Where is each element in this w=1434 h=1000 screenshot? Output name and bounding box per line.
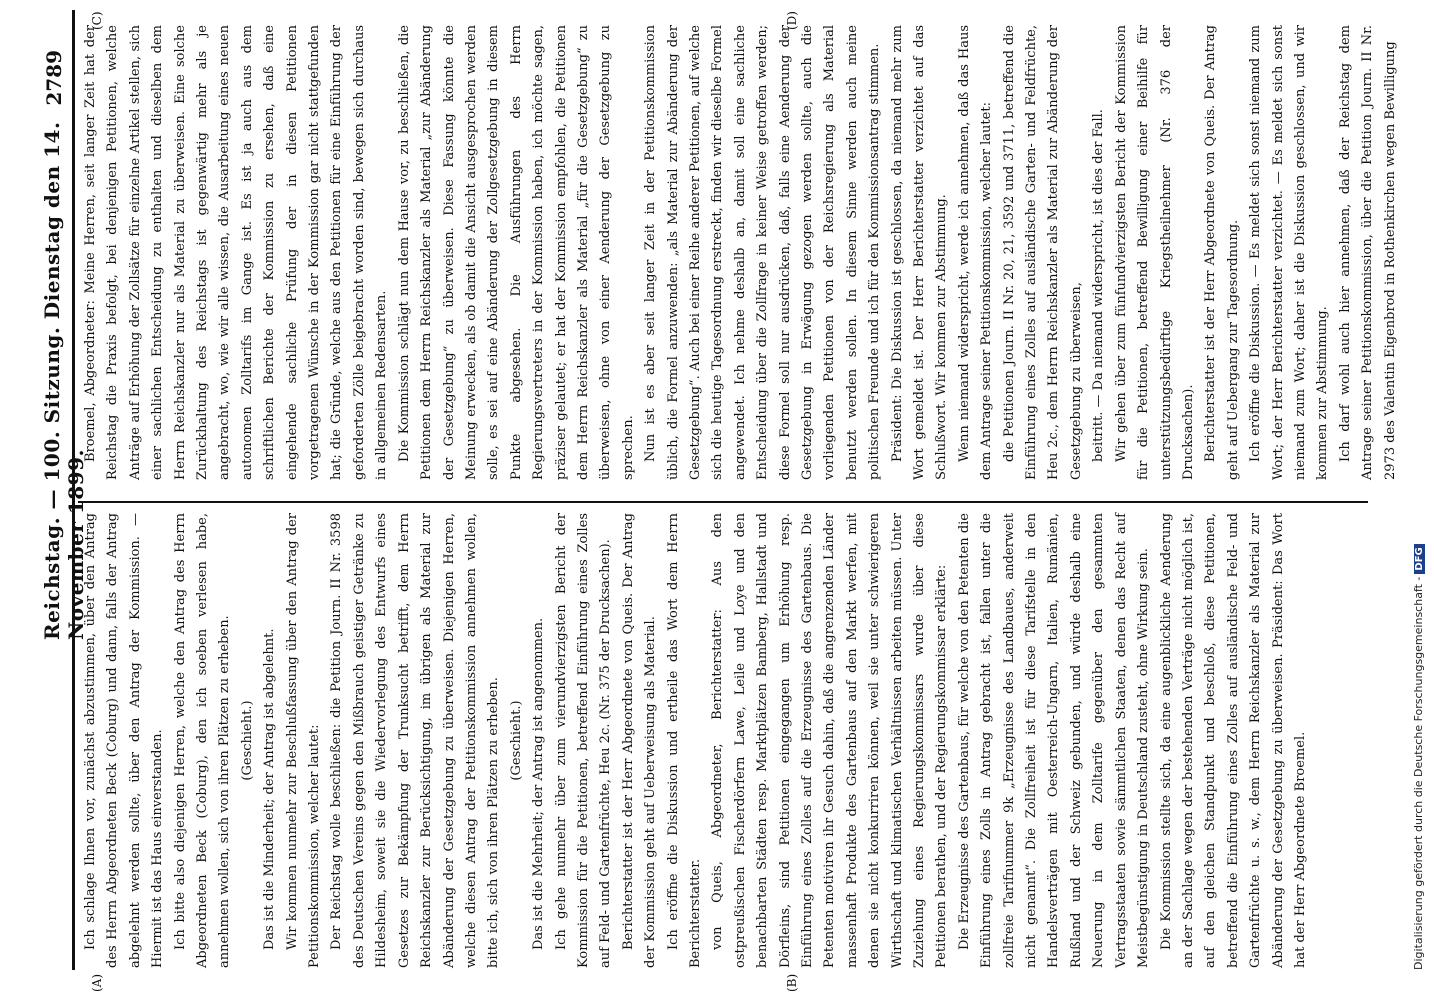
- page-header: [38, 20, 88, 970]
- paragraph: Ich eröffne die Diskussion und ertheile das Wort dem Herrn Berichterstatter.: [665, 513, 703, 968]
- paragraph: Wir kommen nunmehr zur Beschlußfassung über den Antrag der Petitionskommission, welcher lautet:: [284, 513, 323, 968]
- interjection: (Geschieht.): [239, 700, 255, 781]
- paragraph: Broemel, Abgeordneter: Meine Herren, seit langer Zeit hat der Reichstag die Praxis befolgt, bei denjenigen Petitionen, welche Anträge auf Erhöhung der Zollsätze für einzelne Artikel stellen, sich einer sachlichen Entscheidung zu enthalten und dieselben dem Herrn Reichskanzler nur als Material zu überweisen. Eine solche Zurückhaltung des Reichstags ist gegenwärtig mehr als je angebracht, wo, wie wir alle wissen, die Ausarbeitung eines neuen autonomen Zolltarifs im Gange ist. Es ist ja auch aus dem schriftlichen Berichte der Kommission zu ersehen, daß eine eingehende sachliche Prüfung der in diesen Petitionen vorgetragenen Wünsche in der Kommission gar nicht stattgefunden hat; die Gründe, welche aus den Petitionen für eine Einführung der geforderten Zölle beigebracht worden sind, bewegen sich durchaus in allgemeinen Redensarten.: [83, 25, 390, 480]
- paragraph: Der Reichstag wolle beschließen: die Petition Journ. II Nr. 3598 des Deutschen Vereins gegen den Mißbrauch geistiger Getränke zu Hildesheim, soweit sie die Wiedervorlegung des Entwurfs eines Gesetzes zur Bekämpfung der Trunksucht betrifft, dem Herrn Reichskanzler zur Berücksichtigung, im übrigen als Material zur Abänderung der Gesetzgebung zu überweisen. Diejenigen Herren, welche diesen Antrag der Petitionskommission annehmen wollen, bitte ich, sich von ihren Plätzen zu erheben.: [329, 513, 502, 968]
- margin-marker-d: (D): [785, 11, 799, 30]
- paragraph: Die Kommission stellte sich, da eine augenblickliche Aenderung an der Sachlage wegen der bestehenden Verträge nicht möglich ist, auf den gleichen Standpunkt und beschloß, diese Petitionen, betreffend die Einführung eines Zolles auf ausländische Feld- und Gartenfrüchte u. s. w., dem Herrn Reichskanzler als Material zur Abänderung der Gesetzgebung zu überweisen. Präsident: Das Wort hat der Herr Abgeordnete Broemel.: [1158, 513, 1308, 968]
- margin-marker-c: (C): [90, 11, 104, 30]
- interjection: (Geschieht.): [508, 700, 524, 781]
- paragraph: Ich gehe nunmehr über zum vierundvierzigsten Bericht der Kommission für die Petitionen, betreffend Einführung eines Zolles auf Feld- und Gartenfrüchte, Heu 2c. (Nr. 375 der Drucksachen).: [553, 513, 614, 968]
- paragraph: Berichterstatter ist der Herr Abgeordnete von Queis. Der Antrag geht auf Uebergang zur Tagesordnung.: [1203, 25, 1241, 480]
- paragraph: Ich schlage Ihnen vor, zunächst abzustimmen, über den Antrag des Herrn Abgeordneten Beck (Coburg) und dann, falls der Antrag abgelehnt werden sollte, über den Antrag der Kommission. — Hiermit ist das Haus einverstanden.: [83, 513, 166, 968]
- right-column: [80, 25, 1402, 480]
- paragraph: Das ist die Mehrheit; der Antrag ist angenommen.: [531, 617, 547, 950]
- digitization-credit: [1412, 544, 1425, 970]
- paragraph: Berichterstatter ist der Herr Abgeordnete von Queis. Der Antrag der Kommission geht auf Ueberweisung als Material.: [620, 513, 659, 968]
- paragraph: Die Erzeugnisse des Gartenbaus, für welche von den Petenten die Einführung eines Zolls in Antrag gebracht ist, fallen unter die zollfreie Tarifnummer 9k „Erzeugnisse des Landbaues, anderweit nicht genannt“. Die Zollfreiheit ist für diese Tarifstelle in den Handelsverträgen mit Oesterreich-Ungarn, Italien, Rumänien, Rußland und der Schweiz gebunden, und würde deshalb eine Neuerung in dem Zolltarife gegenüber den gesammten Vertragsstaaten sowie sämmtlichen Staaten, denen das Recht auf Meistbegünstigung in Deutschland zusteht, ohne Wirkung sein.: [956, 513, 1152, 968]
- dfg-logo: DFG: [1414, 544, 1425, 573]
- column-divider: [78, 501, 1368, 503]
- paragraph: Ich eröffne die Diskussion. — Es meldet sich sonst niemand zum Wort; der Herr Berichterstatter verzichtet. — Es meldet sich sonst niemand zum Wort; daher ist die Diskussion geschlossen, und wir kommen zur Abstimmung.: [1248, 25, 1331, 480]
- paragraph: Wir gehen über zum fünfundvierzigsten Bericht der Kommission für die Petitionen, betreffend Bewilligung einer Beihilfe für unterstützungsbedürftige Kriegstheilnehmer (Nr. 376 der Drucksachen).: [1113, 25, 1196, 480]
- page-number: 2789: [42, 50, 66, 106]
- margin-marker-b: (B): [785, 973, 799, 992]
- paragraph: von Queis, Abgeordneter, Berichterstatter: Aus den ostpreußischen Fischerdörfern Lawe, Leile und Loye und den benachbarten Städten resp. Marktplätzen Bamberg, Hallstadt und Dörfleins, sind Petitionen eingegangen um Erhöhung resp. Einführung eines Zolles auf die Erzeugnisse des Gartenbaus. Die Petenten motiviren ihr Gesuch dahin, daß die angrenzenden Länder massenhaft Produkte des Gartenbaus auf den Markt werfen, mit denen sie nicht konkurriren können, weil sie unter schwierigeren Wirthschaft und klimatischen Verhältnissen arbeiten müssen. Unter Zuziehung eines Regierungskommissars wurde über diese Petitionen berathen, und der Regierungskommissar erklärte:: [710, 513, 950, 968]
- paragraph: beitritt. — Da niemand widerspricht, ist dies der Fall.: [1091, 109, 1107, 462]
- paragraph: Nun ist es aber seit langer Zeit in der Petitionskommission üblich, die Formel anzuwenden: „als Material zur Abänderung der Gesetzgebung“. Auch bei einer Reihe anderer Petitionen, auf welche sich die heutige Tagesordnung erstreckt, finden wir dieselbe Formel angewendet. Ich nehme deshalb an, damit soll eine sachliche Entscheidung über die Zollfrage in keiner Weise getroffen werden; diese Formel soll nur ausdrücken, daß, falls eine Aenderung der Gesetzgebung in Erwägung gezogen werden sollte, auch die vorliegenden Petitionen von der Reichsregierung als Material benutzt werden sollen. In diesem Sinne werden auch meine politischen Freunde und ich für den Kommissionsantrag stimmen.: [643, 25, 883, 480]
- paragraph: Präsident: Die Diskussion ist geschlossen, da niemand mehr zum Wort gemeldet ist. Der Herr Berichterstatter verzichtet auf das Schlußwort. Wir kommen zur Abstimmung.: [889, 25, 950, 480]
- left-column: [80, 513, 1312, 968]
- header-rule: [72, 10, 75, 970]
- paragraph: Wenn niemand widerspricht, werde ich annehmen, daß das Haus dem Antrage seiner Petitionskommission, welcher lautet:: [956, 25, 995, 480]
- margin-marker-a: (A): [90, 973, 104, 992]
- paragraph: Das ist die Minderheit; der Antrag ist abgelehnt.: [262, 628, 278, 950]
- paragraph: Die Kommission schlägt nun dem Hause vor, zu beschließen, die Petitionen dem Herrn Reichskanzler als Material „zur Abänderung der Gesetzgebung“ zu überweisen. Diese Fassung könnte die Meinung erwecken, als ob damit die Ansicht ausgesprochen werden solle, es sei auf eine Abänderung der Zollgesetzgebung in diesem Punkte abgesehen. Die Ausführungen des Herrn Regierungsvertreters in der Kommission haben, ich möchte sagen, präziser gelautet; er hat der Kommission empfohlen, die Petitionen dem Herrn Reichskanzler als Material „für die Gesetzgebung“ zu überweisen, ohne von einer Aenderung der Gesetzgebung zu sprechen.: [396, 25, 636, 480]
- paragraph: Ich bitte also diejenigen Herren, welche den Antrag des Herrn Abgeordneten Beck (Coburg), den ich soeben verlesen habe, annehmen wollen, sich von ihren Plätzen zu erheben.: [172, 513, 233, 968]
- paragraph: Ich darf wohl auch hier annehmen, daß der Reichstag dem Antrage seiner Petitionskommission, über die Petition Journ. II Nr. 2973 des Valentin Eigenbrod in Rothenkirchen wegen Bewilligung: [1337, 25, 1398, 480]
- paragraph: die Petitionen Journ. II Nr. 20, 21, 3592 und 3711, betreffend die Einführung eines Zolles auf ausländische Garten- und Feldfrüchte, Heu 2c., dem Herrn Reichskanzler als Material zur Abänderung der Gesetzgebung zu überweisen,: [1001, 25, 1084, 480]
- credit-text: Digitalisierung gefördert durch die Deutsche Forschungsgemeinschaft -: [1412, 576, 1425, 970]
- running-title: Reichstag. — 100. Sitzung. Dienstag den 14. November 1899.: [40, 121, 88, 640]
